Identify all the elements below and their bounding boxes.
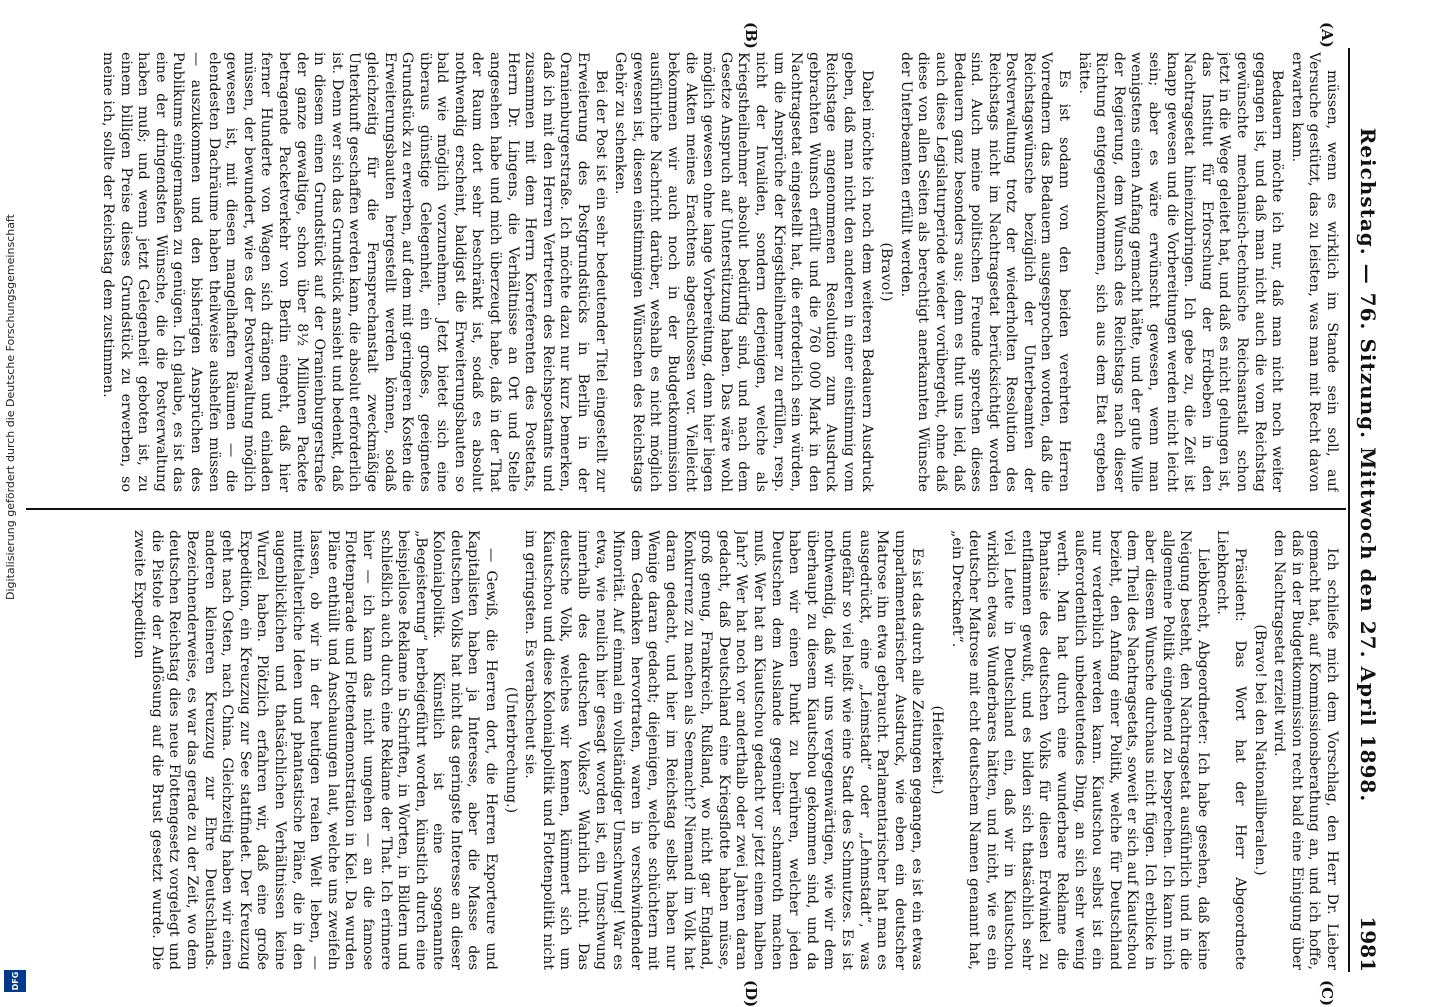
- dfg-logo-icon: DFG: [4, 970, 26, 992]
- interjection: (Unterbrechung.): [502, 686, 519, 814]
- margin-mark-c: (C): [1318, 980, 1336, 1007]
- left-column: [40, 52, 1340, 492]
- page-number: 1981: [1356, 916, 1380, 972]
- interjection: (Bravo! bei den Nationalliberalen.): [1251, 624, 1268, 876]
- paragraph: Dabei möchte ich noch dem weiteren Bedauern Ausdruck geben, daß man nicht den anderen in einer einstimmig vom Reichstage angenommenen Resolution zum Ausdruck gebrachten Wunsch erfüllt und die 760 000 Mark in den Nachtragsetat eingestellt hat, die erforderlich sein würden, um die Ansprüche der Kriegstheilnehmer zu erfüllen, resp. nicht der Invaliden, sondern derjenigen, welche als Kriegstheilnehmer absolut bedürftig sind, und nach dem Gesetze Anspruch auf Unterstützung haben. Das wäre wohl möglich gewesen ohne lange Vorbereitung, denn hier liegen die Akten meines Erachtens abgeschlossen vor. Vielleicht bekommen wir auch noch in der Budgetkommission ausführliche Nachricht darüber, weshalb es nicht möglich gewesen ist, diesen einstimmigen Wünschen des Reichstags Gehör zu schenken.: [612, 52, 875, 492]
- interjection: (Bravo!): [878, 242, 895, 302]
- paragraph: — Gewiß, die Herren dort, die Herren Exporteure und Kapitalisten haben ja Interesse, aber die Masse des deutschen Volks hat nicht das geringste Interesse an dieser Kolonialpolitik. Künstlich ist eine sogenannte „Begeisterung“ herbeigeführt worden, künstlich durch eine beispiellose Reklame in Schriften, in Worten, in Bildern und schließlich auch durch eine Reklame der That. Ich erinnere hier — ich kann das nicht umgehen — an die famose Flottenparade und Flottendemonstration in Kiel. Da wurden Pläne enthüllt und Anschauungen laut, welche uns zweifeln lassen, ob wir in der heutigen realen Welt leben, — mittelalterliche Ideen und phantastische Pläne, die in den augenblicklichen und thatsächlichen Verhältnissen keine Wurzel haben. Plötzlich erfahren wir, daß eine große Expedition, ein Kreuzzug zur See stattfindet. Der Kreuzzug geht nach Osten, nach China. Gleichzeitig haben wir einen anderen kleineren Kreuzzug zur Ehre Deutschlands. Bezeichnenderweise, es war das gerade zu der Zeit, wo dem deutschen Reichstag dies neue Flottengesetz vorgelegt und die Pistole der Auflösung auf die Brust gesetzt wurde. Die zweite Expedition: [131, 530, 500, 970]
- paragraph: Es ist das durch alle Zeitungen gegangen, es ist ein etwas unparlamentarischer Ausdruck, wie eben ein deutscher Matrose ihn etwa gebraucht. Parlamentarischer hat man es ausgedrückt, eine „Leimstadt“ oder „Lehmstadt“, was ungefähr so viel heißt wie eine Stadt des Schmutzes. Es ist nothwendig, daß wir uns vergegenwärtigen, wie wir dem überhaupt zu diesem Kiautschou gekommen sind, und da haben wir einen Punkt zu berühren, welcher jeden Deutschen dem Auslande gegenüber schamroth machen muß. Wer hat an Kiautschou gedacht vor jetzt einem halben Jahr? Wer hat noch vor anderthalb oder zwei Jahren daran gedacht, daß Deutschland eine Kriegsflotte haben müsse, groß genug, Frankreich, Rußland, wo nicht gar England, Konkurrenz zu machen als Seemacht? Niemand im Volk hat daran gedacht, und hier im Reichstag selbst haben nur Wenige daran gedacht; diejenigen, welche schüchtern mit dem Gedanken hervortraten, waren in verschwindender Minorität. Auf einmal ein vollständiger Umschwung! War es etwa, wie neulich hier gesagt worden ist, ein Umschwung innerhalb des deutschen Volkes? Wahrlich nicht. Das deutsche Volk, welches wir kennen, kümmert sich um Kiautschou und diese Kolonialpolitik und Flottenpolitik nicht im geringsten. Es verabscheut sie.: [522, 530, 926, 970]
- column-divider: [26, 508, 1346, 510]
- digitization-footer: [0, 0, 34, 1000]
- margin-mark-d: (D): [742, 980, 760, 1007]
- paragraph: Es ist sodann von den beiden verehrten Herren Vorrednern das Bedauern ausgesprochen worden, daß die Reichstagswünsche bezüglich der Unterbeamten der Postverwaltung trotz der wiederholten Resolution des Reichstags nicht im Nachtragsetat berücksichtigt worden sind. Auch meine politischen Freunde sprechen dieses Bedauern ganz besonders aus; denn es thut uns leid, daß auch diese Legislaturperiode wieder vorübergeht, ohne daß diese von allen Seiten als berechtigt anerkannten Wünsche der Unterbeamten erfüllt werden.: [897, 52, 1073, 492]
- paragraph: müssen, wenn es wirklich im Stande sein soll, auf Versuche gestützt, das zu leisten, was man mit Recht davon erwarten kann.: [1288, 52, 1340, 492]
- page-header: [1354, 48, 1382, 972]
- right-column: [40, 530, 1340, 970]
- margin-mark-a: (A): [1318, 22, 1336, 48]
- paragraph: Bedauern möchte ich nur, daß man nicht noch weiter gegangen ist, und daß man nicht auch die vom Reichstag gewünschte mechanisch-technische Reichsanstalt schon jetzt in die Wege geleitet hat, und daß es nicht gelungen ist, das Institut für Erforschung der Erdbeben in den Nachtragsetat hineinzubringen. Ich gebe zu, die Zeit ist knapp gewesen und die Vorbereitungen werden nicht leicht sein; aber es wäre erwünscht gewesen, wenn man wenigstens einen Anfang gemacht hätte, und der gute Wille der Regierung, dem Wunsch des Reichstags nach dieser Richtung entgegenzukommen, sich aus dem Etat ergeben hätte.: [1075, 52, 1286, 492]
- header-rule: [1348, 48, 1350, 972]
- running-head: Reichstag. — 76. Sitzung. Mittwoch den 27. April 1898.: [1356, 127, 1380, 803]
- speaker-paragraph: Liebknecht, Abgeordneter: Ich habe gesehen, daß keine Neigung besteht, den Nachtragsetat ausführlich und in die allgemeine Politik eingehend zu besprechen. Ich kann mich aber diesem Wunsche durchaus nicht fügen. Ich erblicke in dem Theil des Nachtragsetats, soweit er sich auf Kiautschou bezieht, den Anfang einer Politik, welche für Deutschland nur verderblich werden kann. Kiautschou selbst ist ein außerordentlich unbedeutendes Ding, an sich sehr wenig werth. Man hat durch eine wunderbare Reklame die Phantasie des deutschen Volks für diesen Erdwinkel zu entflammen gewußt, und es bilden sich thatsächlich sehr viel Leute in Deutschland ein, daß wir in Kiautschou wirklich etwas Wunderbares hätten, und nicht, wie es ein deutscher Matrose mit echt deutschem Namen genannt hat, „ein Dreckneft“.: [948, 530, 1211, 970]
- interjection: (Heiterkeit.): [928, 705, 945, 795]
- paragraph: Ich schließe mich dem Vorschlag, den Herr Dr. Lieber gemacht hat, auf Kommissionsberathung an, und ich hoffe, daß in der Budgetkommission recht bald eine Einigung über den Nachtragsetat erzielt wird.: [1271, 530, 1340, 970]
- paragraph: Bei der Post ist ein sehr bedeutender Titel eingestellt zur Erweiterung des Postgrundstücks in Berlin in der Oranienburgerstraße. Ich möchte dazu nur kurz bemerken, daß ich mit den Herren Vertretern des Reichspostamts und zusammen mit dem Herrn Korreferenten des Postetats, Herrn Dr. Lingens, die Verhältnisse an Ort und Stelle angesehen habe und mich überzeugt habe, daß in der That der Raum dort sehr beschränkt ist, sodaß es absolut nothwendig erscheint, baldigst die Erweiterungsbauten so bald wie möglich vorzunehmen. Jetzt bietet sich eine überaus günstige Gelegenheit, ein großes, geeignetes Grundstück zu erwerben, auf dem mit geringeren Kosten die Erweiterungsbauten hergestellt werden können, sodaß gleichzeitig für die Fernsprechanstalt zweckmäßige Unterkunft geschaffen werden kann, die absolut erforderlich ist. Denn wer sich das Grundstück ansieht und bedenkt, daß in diesem einen Grundstück auf der Oranienburgerstraße der ganze gewaltige, schon über 8½ Millionen Packete betragende Packetverkehr von Berlin eingeht, daß hier ferner Hunderte von Wagen sich drängen und einladen müssen, der bewundert, wie es der Postverwaltung möglich gewesen ist, mit diesen mangelhaften Räumen — die elendesten Dachräume haben theilweise aushelfen müssen — auszukommen und den bisherigen Ansprüchen des Publikums einigermaßen zu genügen. Ich glaube, es ist das eine der dringendsten Wünsche, die die Postverwaltung haben muß; und wenn jetzt Gelegenheit geboten ist, zu einem billigen Preise dieses Grundstück zu erwerben, so meine ich, sollte der Reichstag dem zustimmen.: [100, 52, 609, 492]
- margin-mark-b: (B): [742, 22, 760, 49]
- funding-note: Digitalisierung gefördert durch die Deutsche Forschungsgemeinschaft: [4, 214, 17, 600]
- speaker-paragraph: Präsident: Das Wort hat der Herr Abgeordnete Liebknecht.: [1214, 530, 1249, 970]
